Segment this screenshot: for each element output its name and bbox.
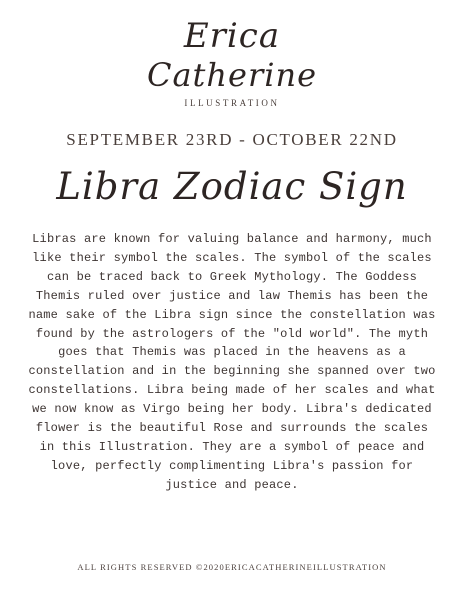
- page-title: Libra Zodiac Sign: [56, 165, 408, 208]
- logo-name-first: Erica: [183, 16, 281, 56]
- logo-name-second: Catherine: [146, 56, 318, 94]
- brand-logo: [0, 14, 464, 114]
- logo-subtitle: ILLUSTRATION: [184, 98, 280, 108]
- date-range: SEPTEMBER 23RD - OCTOBER 22ND: [66, 130, 398, 149]
- copyright-footer: ALL RIGHTS RESERVED ©2020ERICACATHERINEILLUSTRATION: [77, 562, 387, 572]
- description-paragraph: Libras are known for valuing balance and harmony, much like their symbol the scales. The symbol of the scales can be traced back to Greek Mythology. The Goddess Themis ruled over justice and law Themis has been the name sake of the Libra sign since the constellation was found by the astrologers of the "old world". The myth goes that Themis was placed in the heavens as a constellation and in the beginning she spanned over two constellations. Libra being made of her scales and what we now know as Virgo being her body. Libra's dedicated flower is the beautiful Rose and surrounds the scales in this Illustration. They are a symbol of peace and love, perfectly complimenting Libra's passion for justice and peace.: [28, 232, 436, 492]
